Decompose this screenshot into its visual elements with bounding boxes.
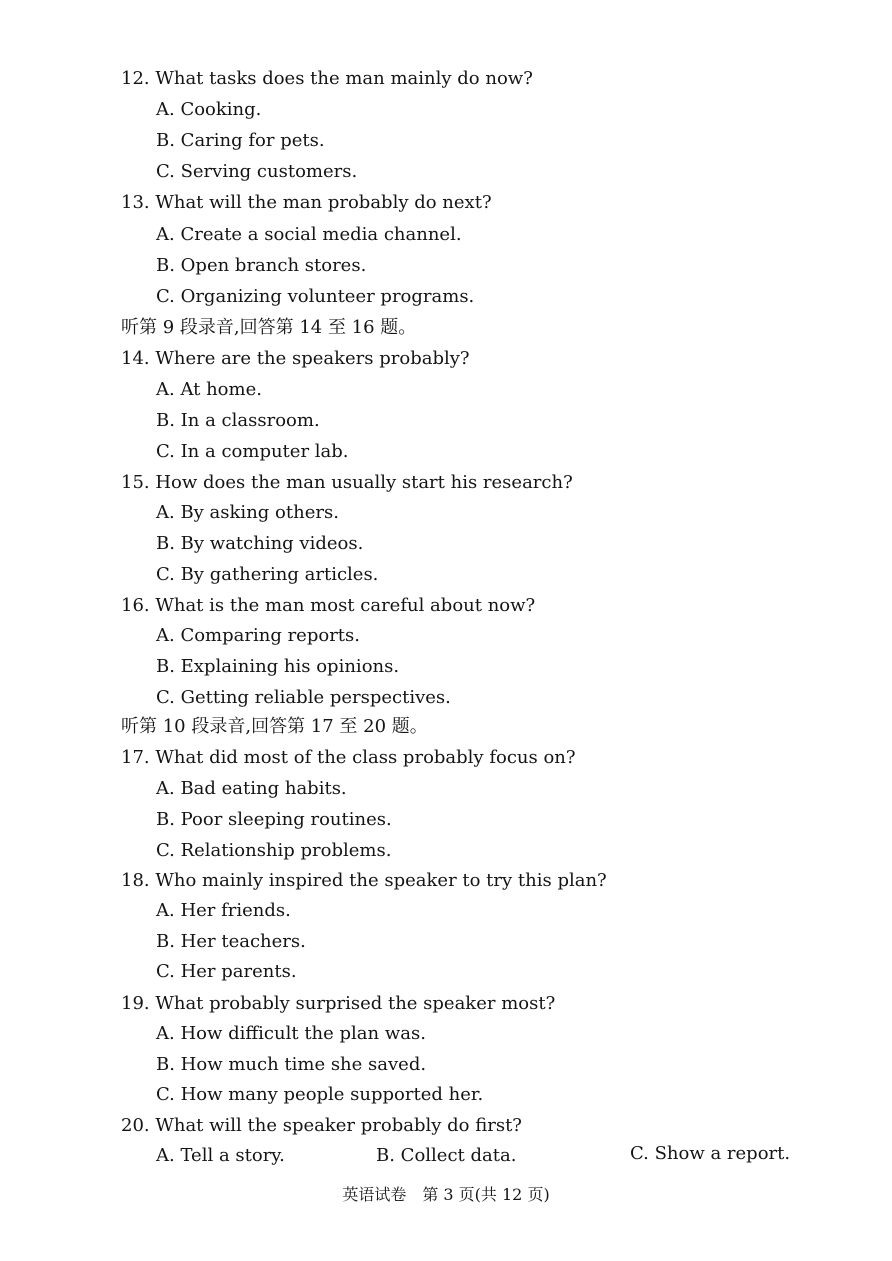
question-12-stem: 12. What tasks does the man mainly do now? (121, 68, 533, 89)
question-18-option-c: C. Her parents. (156, 961, 297, 982)
question-14-option-a: A. At home. (156, 379, 262, 400)
section-10-instruction: 听第 10 段录音,回答第 17 至 20 题。 (121, 716, 428, 737)
section-9-instruction: 听第 9 段录音,回答第 14 至 16 题。 (121, 317, 417, 338)
question-17-stem: 17. What did most of the class probably focus on? (121, 747, 576, 768)
question-15-option-b: B. By watching videos. (156, 533, 364, 554)
question-14-option-c: C. In a computer lab. (156, 441, 349, 462)
question-15-stem: 15. How does the man usually start his research? (121, 472, 573, 493)
question-18-option-b: B. Her teachers. (156, 931, 306, 952)
page-footer: 英语试卷 第 3 页(共 12 页) (342, 1185, 550, 1204)
question-14-option-b: B. In a classroom. (156, 410, 320, 431)
question-18-stem: 18. Who mainly inspired the speaker to try this plan? (121, 870, 607, 891)
question-14-stem: 14. Where are the speakers probably? (121, 348, 470, 369)
question-16-option-c: C. Getting reliable perspectives. (156, 687, 451, 708)
question-13-option-c: C. Organizing volunteer programs. (156, 286, 475, 307)
question-15-option-c: C. By gathering articles. (156, 564, 379, 585)
question-16-option-a: A. Comparing reports. (156, 625, 360, 646)
question-16-option-b: B. Explaining his opinions. (156, 656, 400, 677)
question-20-stem: 20. What will the speaker probably do first? (121, 1115, 522, 1136)
question-12-option-c: C. Serving customers. (156, 161, 358, 182)
question-12-option-b: B. Caring for pets. (156, 130, 325, 151)
question-19-stem: 19. What probably surprised the speaker most? (121, 993, 556, 1014)
question-20-option-c: C. Show a report. (630, 1143, 791, 1164)
question-18-option-a: A. Her friends. (156, 900, 291, 921)
question-20-option-a: A. Tell a story. (156, 1145, 285, 1166)
question-15-option-a: A. By asking others. (156, 502, 339, 523)
question-12-option-a: A. Cooking. (156, 99, 262, 120)
question-13-stem: 13. What will the man probably do next? (121, 192, 492, 213)
question-17-option-a: A. Bad eating habits. (156, 778, 347, 799)
question-13-option-a: A. Create a social media channel. (156, 224, 462, 245)
question-13-option-b: B. Open branch stores. (156, 255, 367, 276)
question-16-stem: 16. What is the man most careful about now? (121, 595, 536, 616)
question-19-option-b: B. How much time she saved. (156, 1054, 427, 1075)
question-19-option-a: A. How difficult the plan was. (156, 1023, 426, 1044)
question-17-option-c: C. Relationship problems. (156, 840, 392, 861)
question-17-option-b: B. Poor sleeping routines. (156, 809, 392, 830)
question-19-option-c: C. How many people supported her. (156, 1084, 484, 1105)
question-20-option-b: B. Collect data. (376, 1145, 517, 1166)
